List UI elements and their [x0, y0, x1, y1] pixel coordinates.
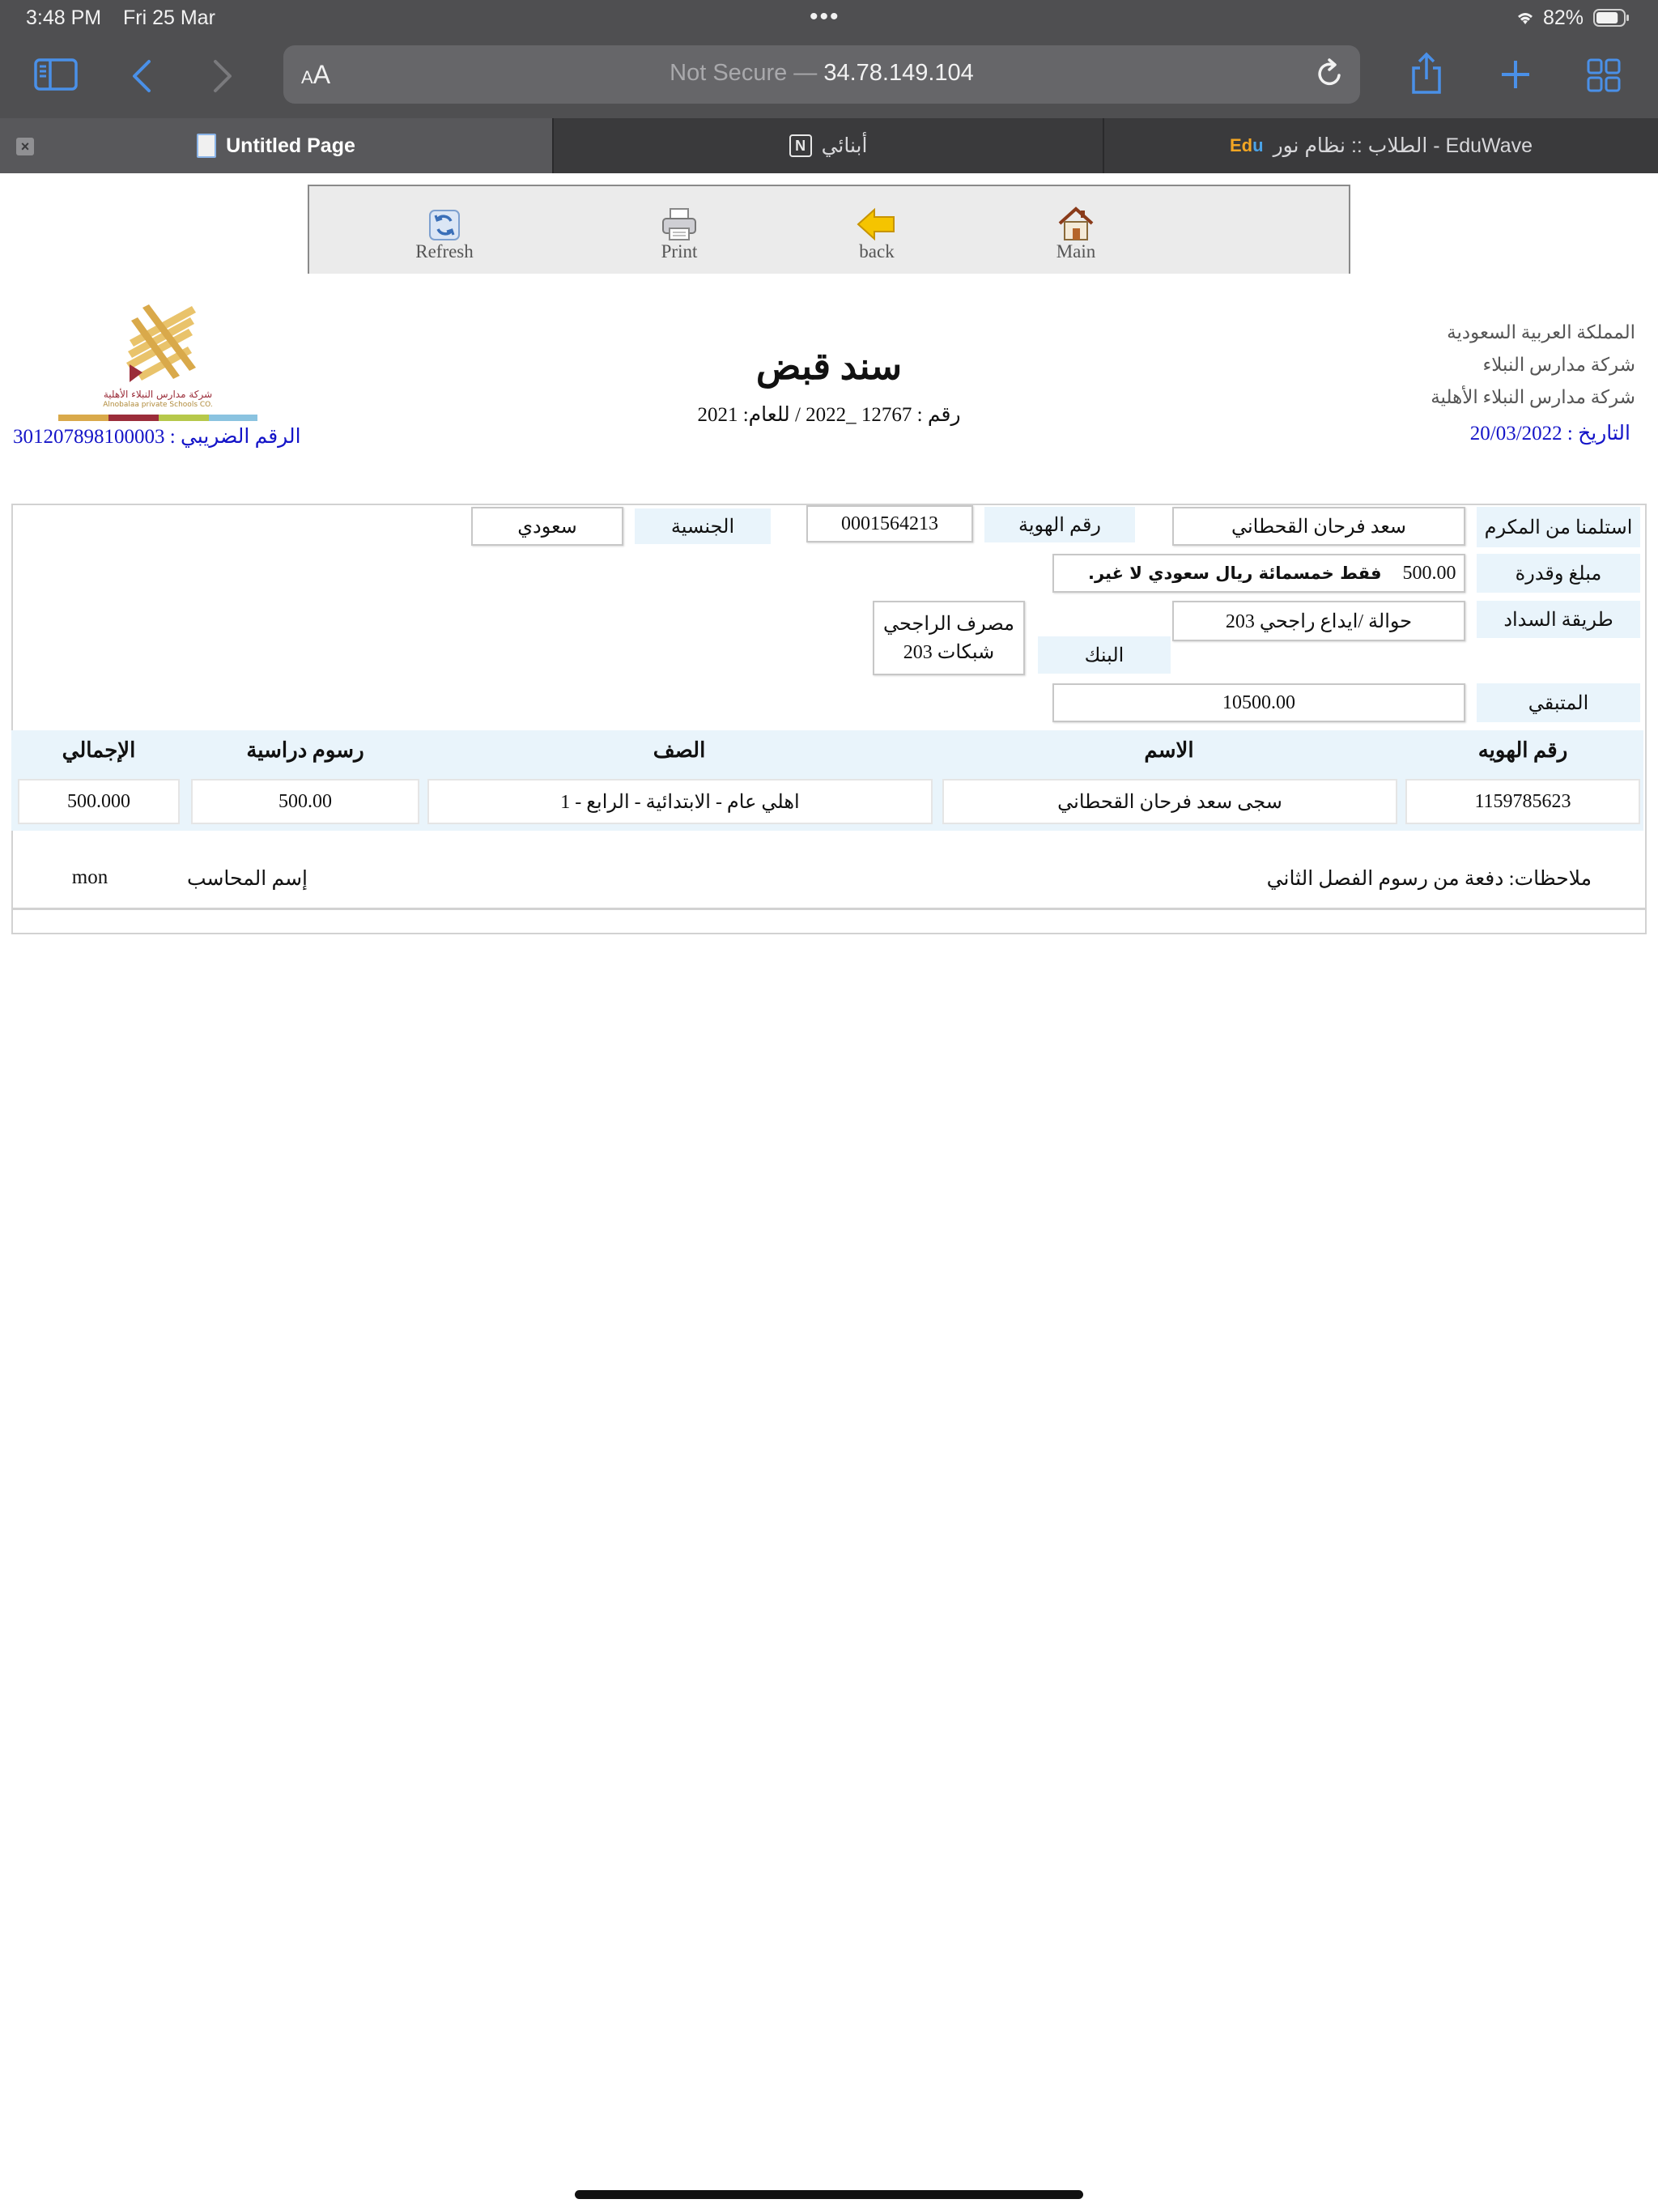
- received-from-field: سعد فرحان القحطاني: [1172, 507, 1465, 546]
- nationality-field: سعودي: [471, 507, 623, 546]
- col-header-total: الإجمالي: [62, 738, 136, 762]
- text-size-button[interactable]: AA: [301, 60, 331, 89]
- org-country: المملكة العربية السعودية: [1447, 322, 1635, 342]
- remaining-field: 10500.00: [1052, 683, 1465, 722]
- main-label: Main: [1056, 241, 1096, 262]
- status-date: Fri 25 Mar: [123, 6, 215, 29]
- nationality-label: الجنسية: [635, 508, 771, 544]
- notes: ملاحظات: دفعة من رسوم الفصل الثاني: [1266, 868, 1592, 890]
- cell-id: 1159785623: [1405, 779, 1640, 824]
- org-company-full: شركة مدارس النبلاء الأهلية: [1431, 387, 1635, 407]
- battery-percent: 82%: [1543, 6, 1584, 29]
- col-header-name: الاسم: [1144, 738, 1194, 762]
- refresh-icon: [384, 204, 505, 241]
- cell-total: 500.000: [18, 779, 180, 824]
- back-arrow-icon: [816, 204, 937, 241]
- id-number-field: 0001564213: [806, 505, 973, 542]
- reload-icon[interactable]: [1315, 58, 1344, 93]
- print-label: Print: [661, 241, 698, 262]
- home-icon: [1015, 204, 1137, 241]
- refresh-button[interactable]: [384, 204, 505, 262]
- remaining-label: المتبقي: [1477, 683, 1640, 722]
- id-number-label: رقم الهوية: [984, 507, 1135, 542]
- browser-toolbar: [0, 37, 1658, 118]
- page-icon: [197, 134, 216, 158]
- forward-chevron-icon[interactable]: [212, 58, 233, 94]
- url-text: [283, 60, 1360, 87]
- bank-field: [873, 601, 1025, 675]
- back-chevron-icon[interactable]: [131, 58, 152, 94]
- main-button[interactable]: [1015, 204, 1137, 262]
- receipt-date: التاريخ : 20/03/2022: [1469, 423, 1630, 445]
- share-icon[interactable]: [1410, 52, 1443, 96]
- amount-words: فقط خمسمائة ريال سعودي لا غير.: [1088, 564, 1382, 583]
- wifi-icon: [1516, 8, 1535, 32]
- back-button[interactable]: [816, 204, 937, 262]
- bank-channel: شبكات 203: [903, 642, 995, 663]
- logo-english-text: Alnobalaa private Schools CO.: [103, 401, 213, 409]
- tab-label: الطلاب :: نظام نور - EduWave: [1273, 134, 1533, 157]
- logo-arabic-text: شركة مدارس النبلاء الأهلية: [103, 389, 213, 400]
- cell-fees: 500.00: [191, 779, 419, 824]
- received-from-label: استلمنا من المكرم: [1477, 507, 1640, 547]
- url-security-label: Not Secure —: [670, 60, 818, 86]
- col-header-fees: رسوم دراسية: [246, 738, 364, 762]
- sidebar-icon[interactable]: [34, 57, 78, 92]
- tab-abnaai[interactable]: [554, 118, 1103, 173]
- notion-icon: N: [789, 134, 812, 157]
- url-host: 34.78.149.104: [823, 60, 974, 86]
- amount-label: مبلغ وقدرة: [1477, 554, 1640, 593]
- tab-bar: [0, 118, 1658, 173]
- status-time: 3:48 PM: [26, 6, 102, 29]
- accountant-label: إسم المحاسب: [186, 868, 308, 890]
- org-company: شركة مدارس النبلاء: [1482, 355, 1635, 375]
- tab-overview-icon[interactable]: [1587, 58, 1621, 92]
- refresh-label: Refresh: [415, 241, 474, 262]
- payment-method-field: حوالة /ايداع راجحي 203: [1172, 601, 1465, 641]
- tax-number: الرقم الضريبي : 301207898100003: [13, 426, 301, 448]
- col-header-class: الصف: [653, 738, 706, 762]
- payment-method-label: طريقة السداد: [1477, 601, 1640, 638]
- tab-untitled-page[interactable]: [0, 118, 552, 173]
- printer-icon: [619, 204, 740, 241]
- tab-label: أبنائي: [821, 134, 868, 157]
- multitasking-dots[interactable]: •••: [810, 3, 840, 30]
- cell-name: سجى سعد فرحان القحطاني: [942, 779, 1397, 824]
- bank-label: البنك: [1038, 636, 1171, 674]
- tab-eduwave[interactable]: [1104, 118, 1658, 173]
- status-bar: [0, 0, 1658, 37]
- new-tab-plus-icon[interactable]: [1499, 58, 1532, 91]
- address-bar[interactable]: [283, 45, 1360, 104]
- eduwave-icon: Edu: [1229, 135, 1264, 155]
- back-label: back: [859, 241, 895, 262]
- footer-divider: [13, 908, 1645, 910]
- close-tab-icon[interactable]: ×: [16, 138, 34, 155]
- receipt-number: رقم : 12767 _2022 / للعام: 2021: [697, 404, 961, 426]
- print-button[interactable]: [619, 204, 740, 262]
- report-toolbar: [308, 185, 1350, 274]
- amount-field: [1052, 554, 1465, 593]
- page-title: سند قبض: [755, 346, 903, 387]
- col-header-id: رقم الهويه: [1477, 738, 1568, 762]
- bank-name: مصرف الراجحي: [882, 614, 1014, 635]
- tab-label: Untitled Page: [226, 134, 355, 157]
- amount-value: 500.00: [1402, 562, 1456, 584]
- accountant-name: mon: [71, 866, 108, 888]
- school-logo: [58, 304, 257, 426]
- battery-icon: [1593, 9, 1630, 34]
- cell-class: اهلي عام - الابتدائية - الرابع - 1: [427, 779, 933, 824]
- home-indicator[interactable]: [575, 2190, 1083, 2199]
